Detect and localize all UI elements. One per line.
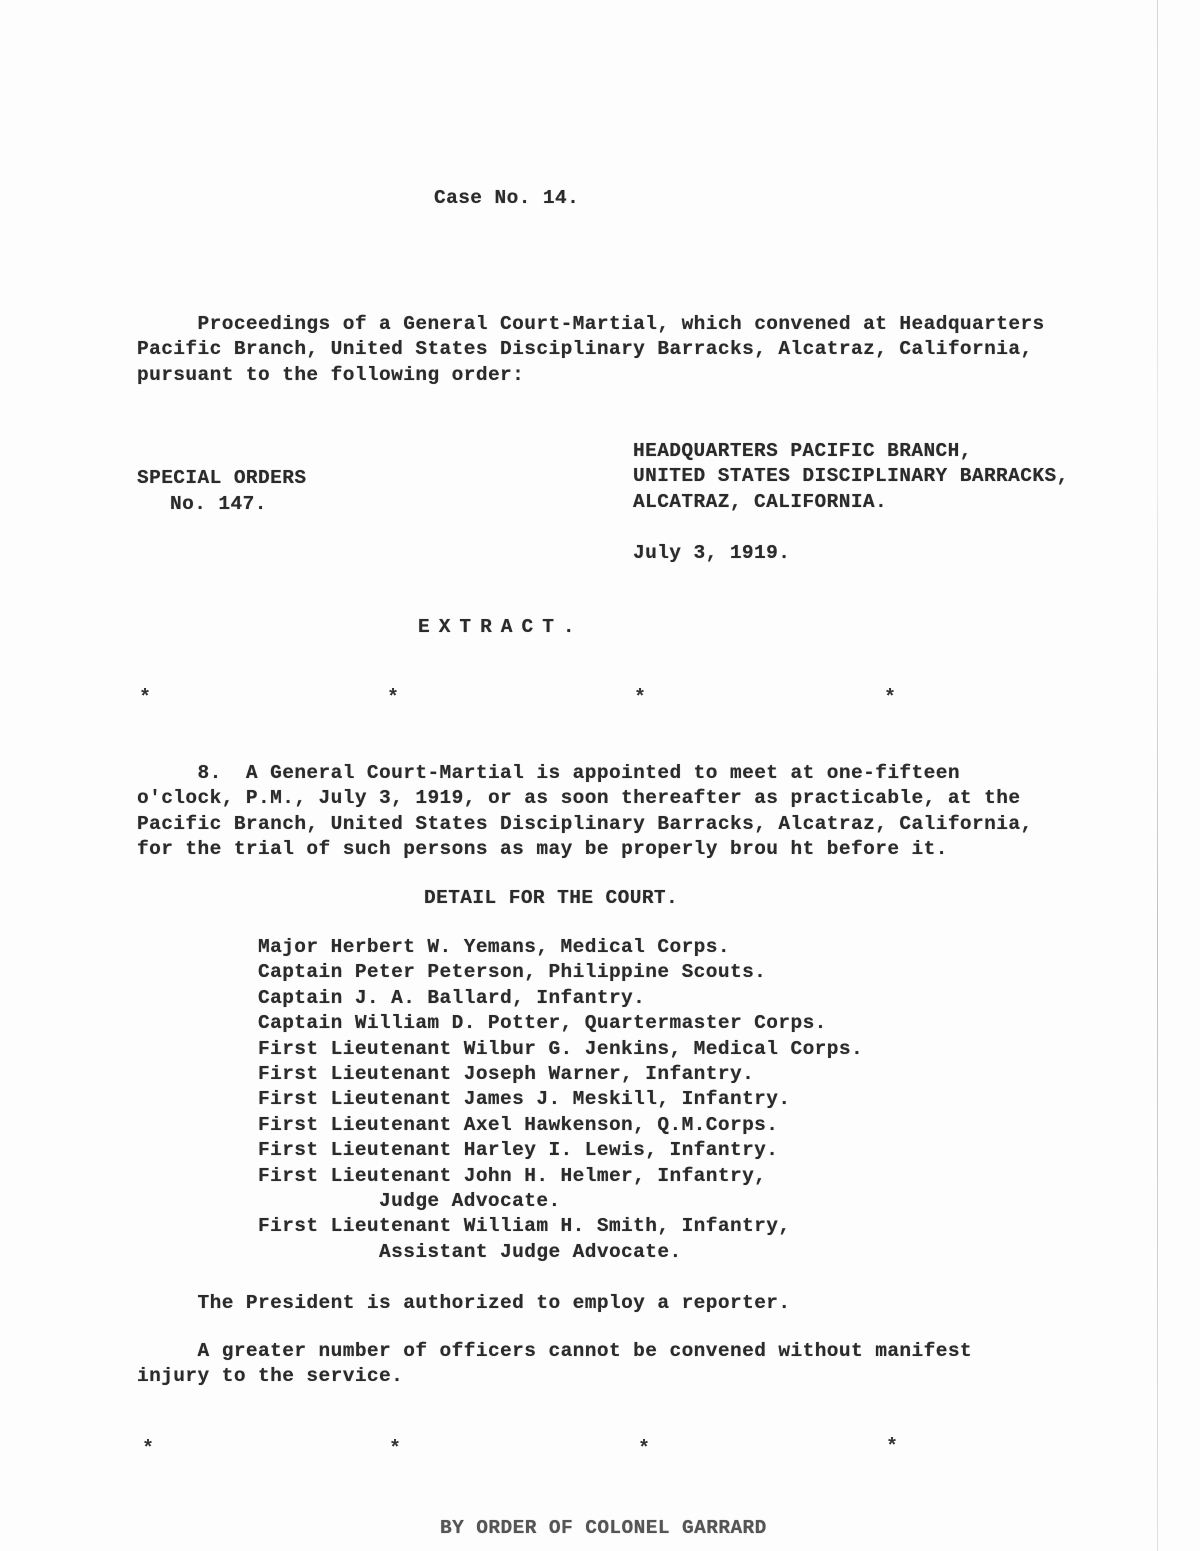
court-member: First Lieutenant James J. Meskill, Infantry. (258, 1088, 791, 1111)
court-member: Captain Peter Peterson, Philippine Scouts. (258, 961, 767, 984)
court-member: First Lieutenant Wilbur G. Jenkins, Medical Corps. (258, 1037, 864, 1060)
signature-line: BY ORDER OF COLONEL GARRARD (440, 1517, 767, 1539)
paragraph-8-line: 8. A General Court-Martial is appointed to meet at one-fifteen (137, 762, 960, 784)
paragraph-8-line: o'clock, P.M., July 3, 1919, or as soon thereafter as practicable, at the (137, 787, 1021, 810)
court-member: First Lieutenant Joseph Warner, Infantry. (258, 1063, 755, 1086)
star-separator: * (389, 1438, 402, 1461)
court-member: First Lieutenant Harley I. Lewis, Infantry. (258, 1139, 779, 1162)
star-separator: * (884, 687, 897, 710)
court-member: Captain J. A. Ballard, Infantry. (258, 986, 646, 1009)
intro-line: Pacific Branch, United States Disciplinary Barracks, Alcatraz, California, (137, 338, 1033, 361)
order-date: July 3, 1919. (633, 542, 791, 564)
intro-paragraph (137, 312, 1045, 388)
star-separator: * (142, 1438, 155, 1461)
page-edge-line (1157, 0, 1158, 1551)
court-member: First Lieutenant Axel Hawkenson, Q.M.Corps. (258, 1113, 779, 1136)
star-separator: * (634, 687, 647, 710)
court-member-role: Assistant Judge Advocate. (258, 1240, 682, 1263)
star-separator: * (886, 1436, 899, 1459)
greater-number-line: injury to the service. (137, 1365, 404, 1388)
headquarters-line: UNITED STATES DISCIPLINARY BARRACKS, (633, 465, 1069, 488)
paragraph-8-line: Pacific Branch, United States Disciplinary Barracks, Alcatraz, California, (137, 812, 1033, 835)
extract-heading: EXTRACT. (418, 616, 584, 638)
detail-heading: DETAIL FOR THE COURT. (424, 887, 679, 909)
intro-line: Proceedings of a General Court-Martial, which convened at Headquarters (137, 313, 1045, 335)
court-member: Captain William D. Potter, Quartermaster Corps. (258, 1012, 827, 1035)
case-title: Case No. 14. (434, 187, 580, 209)
star-separator: * (387, 687, 400, 710)
intro-line: pursuant to the following order: (137, 363, 525, 386)
star-separator: * (638, 1438, 651, 1461)
paragraph-8 (137, 761, 1033, 863)
court-member: Major Herbert W. Yemans, Medical Corps. (258, 936, 730, 958)
headquarters-block (633, 439, 1069, 515)
special-orders-label: SPECIAL ORDERS (137, 467, 307, 489)
paragraph-8-line: for the trial of such persons as may be properly brou ht before it. (137, 838, 948, 861)
headquarters-line: ALCATRAZ, CALIFORNIA. (633, 490, 888, 513)
headquarters-line: HEADQUARTERS PACIFIC BRANCH, (633, 440, 972, 462)
greater-number-line: A greater number of officers cannot be convened without manifest (137, 1340, 973, 1362)
court-member: First Lieutenant John H. Helmer, Infantry, (258, 1164, 767, 1187)
greater-number-paragraph (137, 1339, 972, 1390)
court-member-role: Judge Advocate. (258, 1190, 561, 1213)
reporter-authorization: The President is authorized to employ a reporter. (137, 1292, 791, 1314)
star-separator: * (139, 687, 152, 710)
court-member: First Lieutenant William H. Smith, Infantry, (258, 1215, 791, 1238)
special-orders-number: No. 147. (170, 493, 267, 515)
court-members-list (258, 935, 863, 1265)
